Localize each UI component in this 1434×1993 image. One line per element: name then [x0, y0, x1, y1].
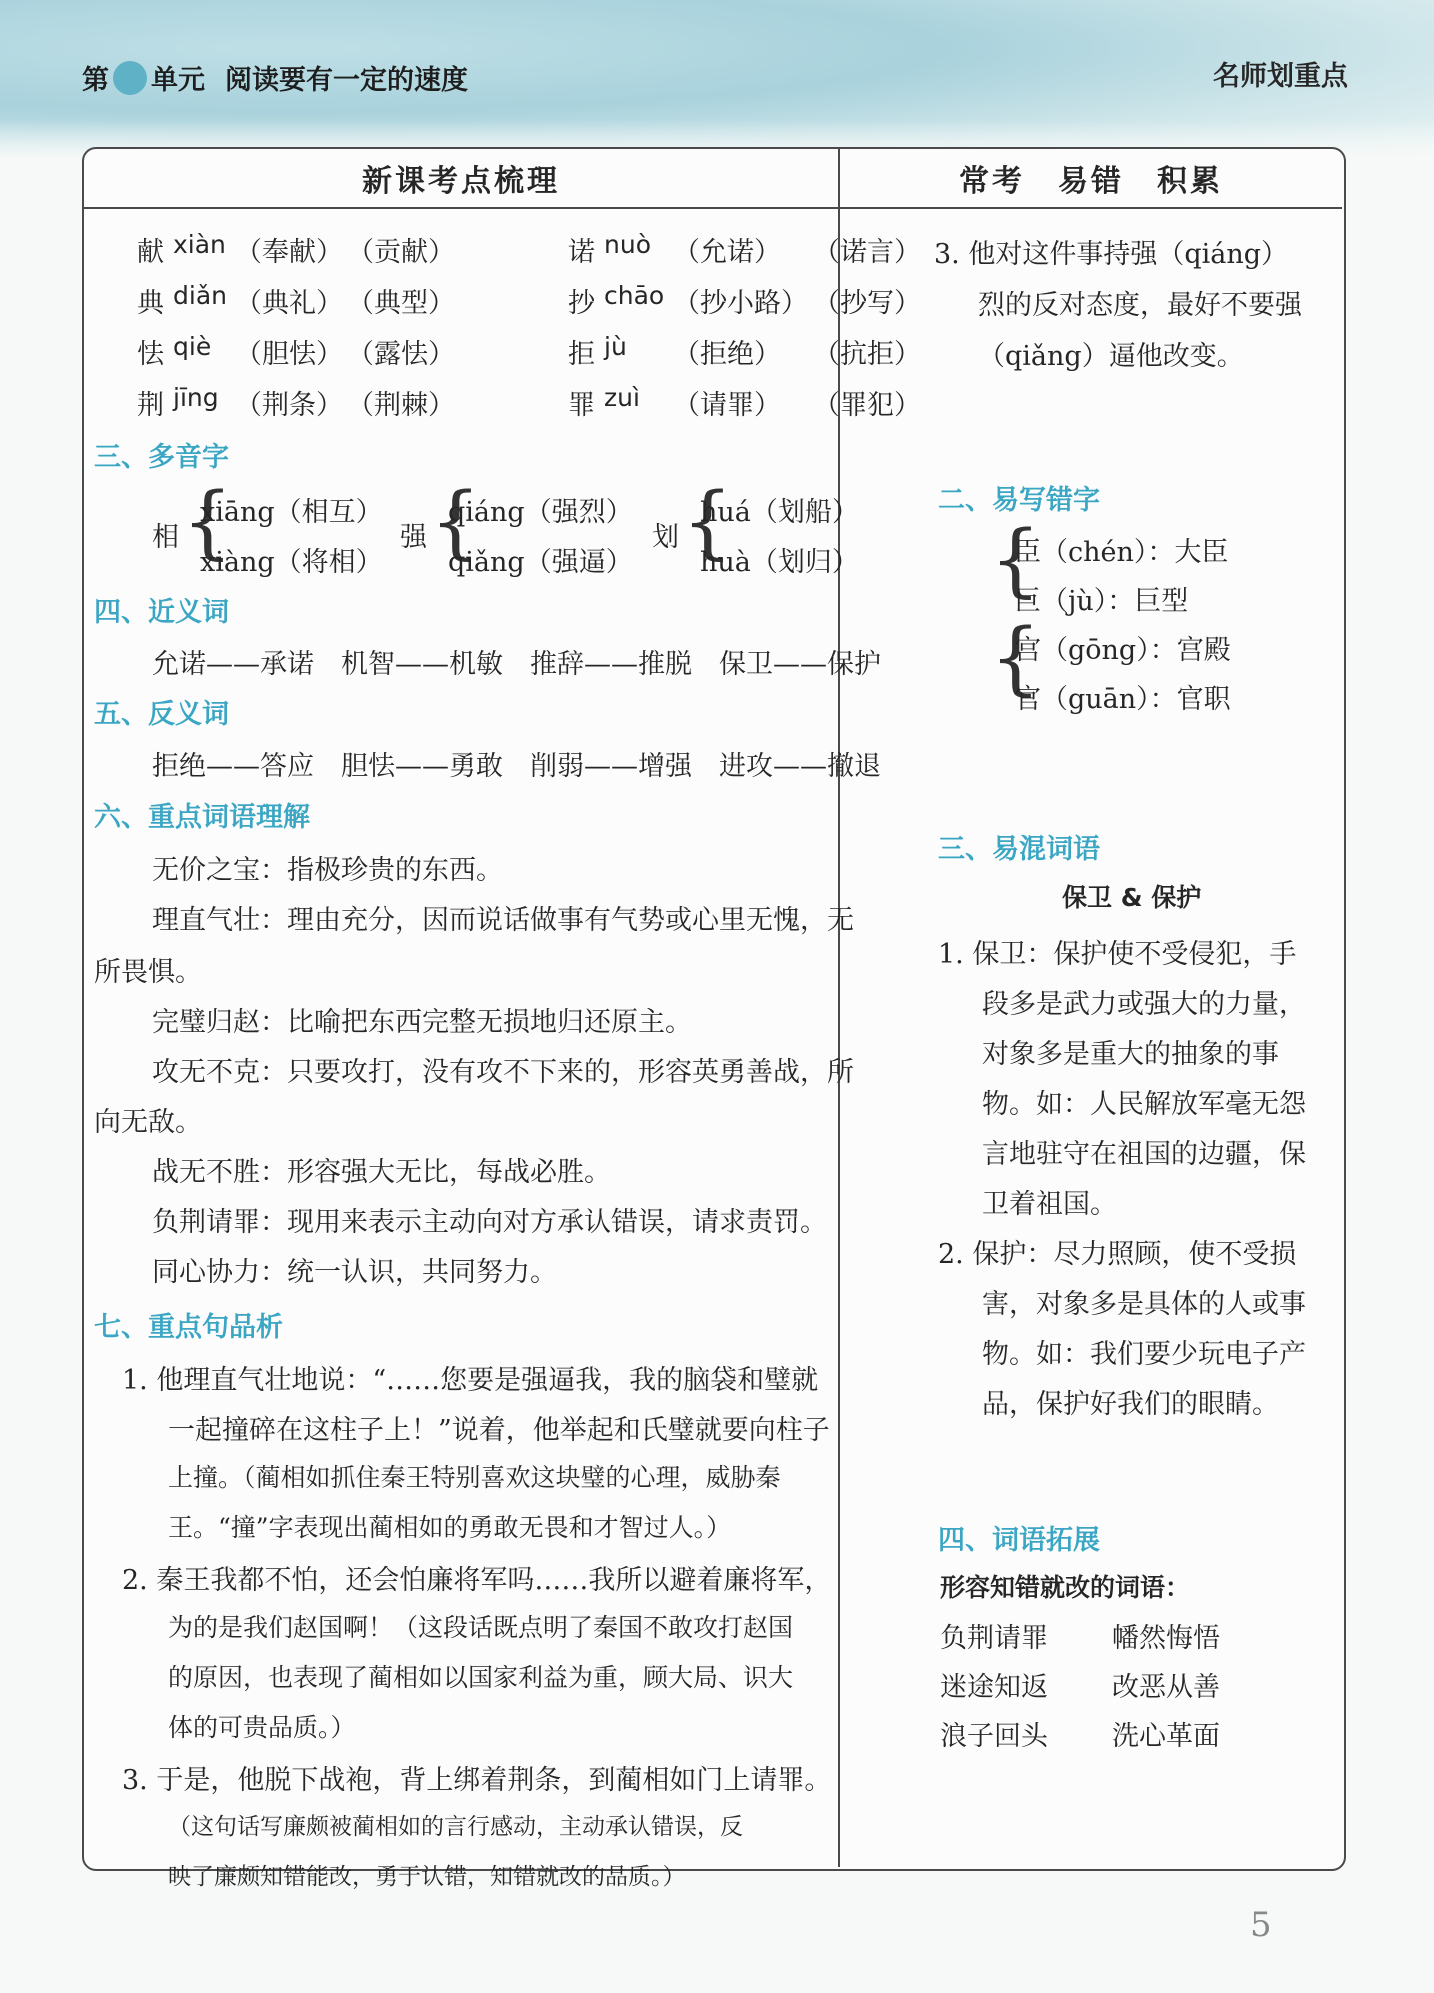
unit-title — [82, 58, 468, 97]
page-number: 5 — [1250, 1905, 1272, 1945]
poly-reading: qiáng（强烈） — [448, 497, 633, 528]
section-confusable: 三、易混词语 — [938, 834, 1100, 865]
pair-line: 言地驻守在祖国的边疆，保 — [982, 1139, 1306, 1170]
item3-line: （qiǎng）逼他改变。 — [978, 341, 1244, 372]
sentence-line: 2. 秦王我都不怕，还会怕廉将军吗……我所以避着廉将军， — [122, 1565, 832, 1596]
poly-char: 划 — [652, 522, 679, 553]
unit-suffix: 单元 — [151, 65, 205, 96]
vocab-pinyin: diǎn — [173, 281, 227, 310]
extension-word: 负荆请罪 — [940, 1623, 1048, 1654]
sentence-line: 1. 他理直气壮地说：“……您要是强逼我，我的脑袋和璧就 — [122, 1365, 819, 1396]
poly-reading: xiāng（相互） — [200, 497, 383, 528]
item3-line: 烈的反对态度，最好不要强 — [978, 290, 1302, 321]
pair-line: 卫着祖国。 — [982, 1189, 1117, 1220]
pair-line: 品，保护好我们的眼睛。 — [982, 1389, 1279, 1420]
vocab-word: （罪犯） — [813, 390, 921, 421]
vocab-word: （贡献） — [347, 237, 455, 268]
vocab-pinyin: qiè — [173, 332, 212, 361]
vocab-word: （抄小路） — [673, 288, 808, 319]
vocab-word: （允诺） — [673, 237, 781, 268]
vocab-word: （荆条） — [235, 390, 343, 421]
pair-line: 害，对象多是具体的人或事 — [982, 1289, 1306, 1320]
pair-line: 对象多是重大的抽象的事 — [982, 1039, 1279, 1070]
section-antonym: 五、反义词 — [94, 699, 229, 730]
pair-line: 物。如：人民解放军毫无怨 — [982, 1089, 1306, 1120]
term-line: 所畏惧。 — [94, 957, 202, 988]
vocab-word: （请罪） — [673, 390, 781, 421]
pair-line: 2. 保护：尽力照顾，使不受损 — [938, 1239, 1297, 1270]
vocab-char: 罪 — [568, 390, 595, 421]
poly-reading: xiàng（将相） — [200, 547, 383, 578]
poly-brace: { — [430, 475, 481, 568]
extension-word: 幡然悔悟 — [1112, 1623, 1220, 1654]
vocab-pinyin: zuì — [604, 383, 640, 412]
term-line: 理直气壮：理由充分，因而说话做事有气势或心里无愧，无 — [152, 905, 854, 936]
section-polyphone: 三、多音字 — [94, 442, 229, 473]
term-line: 战无不胜：形容强大无比，每战必胜。 — [152, 1157, 611, 1188]
vocab-word: （抗拒） — [813, 339, 921, 370]
term-line: 攻无不克：只要攻打，没有攻不下来的，形容英勇善战，所 — [152, 1057, 854, 1088]
sentence-line: 王。“撞”字表现出蔺相如的勇敢无畏和才智过人。） — [168, 1513, 732, 1542]
extension-word: 改恶从善 — [1112, 1672, 1220, 1703]
vocab-word: （奉献） — [235, 237, 343, 268]
header-divider — [84, 207, 1342, 209]
section-extension: 四、词语拓展 — [938, 1525, 1100, 1556]
typo-line: 官（guān）：官职 — [1014, 684, 1231, 715]
section-sentences: 七、重点句品析 — [94, 1312, 283, 1343]
typo-line: 巨（jù）：巨型 — [1014, 586, 1189, 617]
pair-line: 段多是武力或强大的力量， — [982, 989, 1306, 1020]
poly-brace: { — [182, 475, 233, 568]
vocab-char: 荆 — [137, 390, 164, 421]
vocab-pinyin: chāo — [604, 281, 665, 310]
left-title: 新课考点梳理 — [362, 164, 560, 199]
term-line: 负荆请罪：现用来表示主动向对方承认错误，请求责罚。 — [152, 1207, 827, 1238]
sentence-line: 3. 于是，他脱下战袍，背上绑着荆条，到蔺相如门上请罪。 — [122, 1765, 832, 1796]
unit-prefix: 第 — [82, 65, 109, 96]
vocab-char: 诺 — [568, 237, 595, 268]
vocab-word: （荆棘） — [347, 390, 455, 421]
vocab-word: （拒绝） — [673, 339, 781, 370]
sentence-line: 为的是我们赵国啊！（这段话既点明了秦国不敢攻打赵国 — [168, 1613, 794, 1642]
unit-topic: 阅读要有一定的速度 — [225, 65, 468, 96]
vocab-pinyin: jù — [604, 332, 627, 361]
typo-brace-2: { — [990, 611, 1041, 704]
vocab-pinyin: nuò — [604, 230, 651, 259]
poly-char: 强 — [400, 522, 427, 553]
sentence-line: （这句话写廉颇被蔺相如的言行感动，主动承认错误，反 — [168, 1814, 743, 1840]
right-title: 常考 易错 积累 — [959, 164, 1223, 199]
antonym-line: 拒绝——答应 胆怯——勇敢 削弱——增强 进攻——撤退 — [152, 751, 881, 782]
vocab-pinyin: jīng — [173, 383, 219, 412]
sentence-line: 的原因，也表现了蔺相如以国家利益为重，顾大局、识大 — [168, 1663, 794, 1692]
term-line: 无价之宝：指极珍贵的东西。 — [152, 855, 503, 886]
vocab-word: （典型） — [347, 288, 455, 319]
vocab-char: 拒 — [568, 339, 595, 370]
term-line: 向无敌。 — [94, 1107, 202, 1138]
poly-reading: qiǎng（强逼） — [448, 547, 633, 578]
extension-title: 形容知错就改的词语： — [940, 1573, 1191, 1602]
section-synonym: 四、近义词 — [94, 597, 229, 628]
sentence-line: 映了廉颇知错能改，勇于认错，知错就改的品质。） — [168, 1864, 686, 1890]
vocab-pinyin: xiàn — [173, 230, 226, 259]
vocab-word: （胆怯） — [235, 339, 343, 370]
pair-line: 物。如：我们要少玩电子产 — [982, 1339, 1306, 1370]
poly-brace: { — [682, 475, 733, 568]
poly-char: 相 — [152, 522, 179, 553]
term-line: 完璧归赵：比喻把东西完整无损地归还原主。 — [152, 1007, 692, 1038]
sentence-line: 一起撞碎在这柱子上！”说着，他举起和氏璧就要向柱子 — [168, 1415, 830, 1446]
extension-word: 迷途知返 — [940, 1672, 1048, 1703]
vocab-char: 怯 — [137, 339, 164, 370]
synonym-line: 允诺——承诺 机智——机敏 推辞——推脱 保卫——保护 — [152, 649, 881, 680]
vocab-word: （露怯） — [347, 339, 455, 370]
typo-line: 臣（chén）：大臣 — [1014, 537, 1229, 568]
pair-title: 保卫 & 保护 — [1062, 883, 1202, 912]
term-line: 同心协力：统一认识，共同努力。 — [152, 1257, 557, 1288]
vocab-word: （诺言） — [813, 237, 921, 268]
sentence-line: 体的可贵品质。） — [168, 1713, 356, 1742]
vocab-char: 典 — [137, 288, 164, 319]
poly-reading: huà（划归） — [700, 547, 859, 578]
typo-line: 宫（gōng）：宫殿 — [1014, 635, 1231, 666]
unit-number-badge — [113, 61, 147, 95]
extension-word: 洗心革面 — [1112, 1721, 1220, 1752]
vocab-word: （典礼） — [235, 288, 343, 319]
section-terms: 六、重点词语理解 — [94, 802, 310, 833]
pair-line: 1. 保卫：保护使不受侵犯，手 — [938, 939, 1297, 970]
vocab-char: 献 — [137, 237, 164, 268]
vocab-word: （抄写） — [813, 288, 921, 319]
vocab-char: 抄 — [568, 288, 595, 319]
poly-reading: huá（划船） — [700, 497, 859, 528]
sentence-line: 上撞。（蔺相如抓住秦王特别喜欢这块璧的心理，威胁秦 — [168, 1463, 781, 1492]
brand-label: 名师划重点 — [1213, 61, 1348, 92]
extension-word: 浪子回头 — [940, 1721, 1048, 1752]
typo-brace-1: { — [990, 513, 1041, 606]
section-typo: 二、易写错字 — [938, 485, 1100, 516]
item3-line: 3. 他对这件事持强（qiáng） — [934, 239, 1289, 270]
